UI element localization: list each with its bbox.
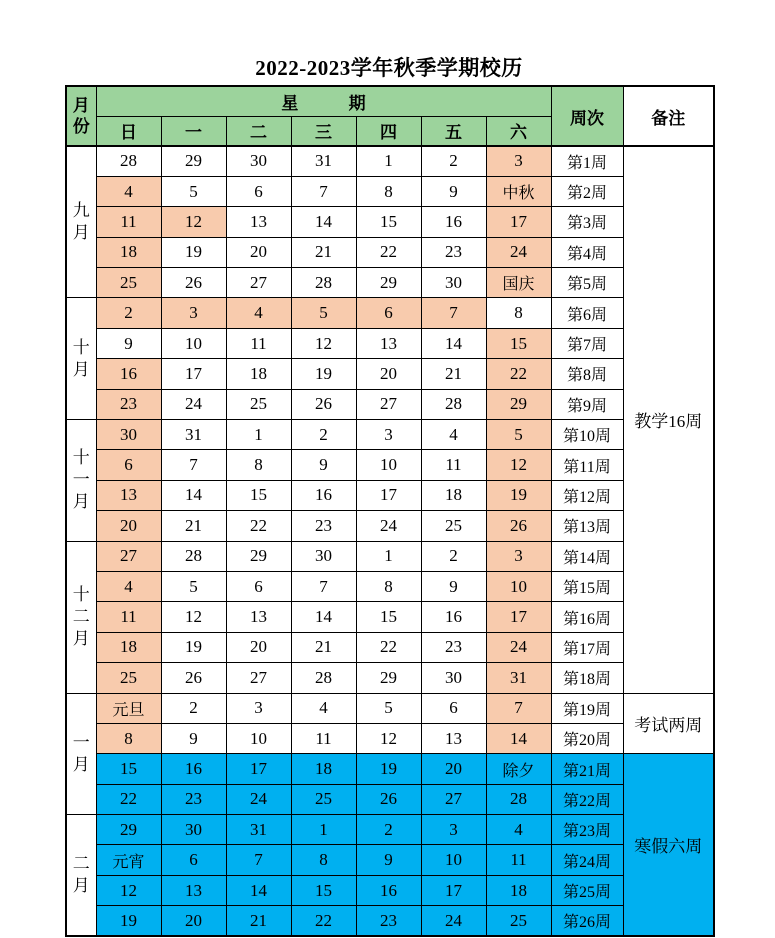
- date-cell: 16: [356, 875, 421, 905]
- date-cell: 18: [486, 875, 551, 905]
- date-cell: 3: [421, 815, 486, 845]
- day-header-tue: 二: [226, 116, 291, 146]
- date-cell: 26: [291, 389, 356, 419]
- date-cell: 25: [96, 268, 161, 298]
- date-cell: 13: [226, 207, 291, 237]
- date-cell: 29: [356, 268, 421, 298]
- date-cell: 7: [161, 450, 226, 480]
- date-cell: 20: [226, 632, 291, 662]
- week-row: [66, 754, 714, 784]
- week-number-cell: 第12周: [551, 480, 623, 510]
- day-header-sat: 六: [486, 116, 551, 146]
- date-cell: 21: [226, 906, 291, 936]
- date-cell: 17: [421, 875, 486, 905]
- date-cell: 30: [421, 663, 486, 693]
- date-cell: 17: [226, 754, 291, 784]
- date-cell: 16: [291, 480, 356, 510]
- week-number-cell: 第10周: [551, 420, 623, 450]
- date-cell: 4: [421, 420, 486, 450]
- date-cell: 16: [161, 754, 226, 784]
- date-cell: 25: [486, 906, 551, 936]
- date-cell: 12: [291, 328, 356, 358]
- date-cell: 4: [226, 298, 291, 328]
- date-cell: 19: [486, 480, 551, 510]
- date-cell: 28: [96, 146, 161, 176]
- date-cell: 21: [161, 511, 226, 541]
- week-number-cell: 第7周: [551, 328, 623, 358]
- date-cell: 16: [421, 602, 486, 632]
- date-cell: 10: [356, 450, 421, 480]
- date-cell: 22: [96, 784, 161, 814]
- date-cell: 15: [486, 328, 551, 358]
- holiday-cell: 除夕: [486, 754, 551, 784]
- date-cell: 15: [356, 602, 421, 632]
- week-number-cell: 第16周: [551, 602, 623, 632]
- date-cell: 18: [96, 237, 161, 267]
- remark-cell: 考试两周: [623, 693, 714, 754]
- week-number-cell: 第11周: [551, 450, 623, 480]
- holiday-cell: 元旦: [96, 693, 161, 723]
- month-header-char-1: 月: [72, 95, 90, 115]
- week-row: [66, 511, 714, 541]
- week-row: [66, 146, 714, 176]
- date-cell: 6: [161, 845, 226, 875]
- date-cell: 6: [226, 176, 291, 206]
- date-cell: 5: [161, 571, 226, 601]
- date-cell: 26: [161, 663, 226, 693]
- week-row: [66, 663, 714, 693]
- date-cell: 12: [161, 602, 226, 632]
- day-header-fri: 五: [421, 116, 486, 146]
- month-header-char-2: 份: [72, 117, 90, 136]
- date-cell: 26: [486, 511, 551, 541]
- remark-cell: 教学16周: [623, 146, 714, 693]
- week-row: [66, 176, 714, 206]
- date-cell: 2: [421, 146, 486, 176]
- date-cell: 29: [486, 389, 551, 419]
- month-label: 一 月: [66, 693, 96, 815]
- day-header-sun: 日: [96, 116, 161, 146]
- date-cell: 26: [161, 268, 226, 298]
- date-cell: 14: [421, 328, 486, 358]
- date-cell: 19: [356, 754, 421, 784]
- date-cell: 13: [356, 328, 421, 358]
- date-cell: 11: [96, 602, 161, 632]
- date-cell: 3: [486, 541, 551, 571]
- date-cell: 7: [291, 176, 356, 206]
- week-number-cell: 第25周: [551, 875, 623, 905]
- week-number-cell: 第8周: [551, 359, 623, 389]
- week-row: [66, 815, 714, 845]
- date-cell: 13: [161, 875, 226, 905]
- holiday-cell: 元宵: [96, 845, 161, 875]
- date-cell: 12: [161, 207, 226, 237]
- date-cell: 3: [226, 693, 291, 723]
- date-cell: 1: [226, 420, 291, 450]
- date-cell: 5: [356, 693, 421, 723]
- week-number-cell: 第20周: [551, 723, 623, 753]
- date-cell: 13: [96, 480, 161, 510]
- date-cell: 9: [96, 328, 161, 358]
- date-cell: 2: [291, 420, 356, 450]
- date-cell: 9: [161, 723, 226, 753]
- date-cell: 25: [96, 663, 161, 693]
- date-cell: 7: [226, 845, 291, 875]
- week-number-cell: 第6周: [551, 298, 623, 328]
- date-cell: 11: [226, 328, 291, 358]
- date-cell: 17: [486, 207, 551, 237]
- holiday-cell: 国庆: [486, 268, 551, 298]
- date-cell: 29: [96, 815, 161, 845]
- date-cell: 30: [291, 541, 356, 571]
- date-cell: 7: [291, 571, 356, 601]
- month-label: 九 月: [66, 146, 96, 298]
- day-header-mon: 一: [161, 116, 226, 146]
- date-cell: 18: [96, 632, 161, 662]
- date-cell: 20: [161, 906, 226, 936]
- date-cell: 28: [291, 268, 356, 298]
- week-number-cell: 第14周: [551, 541, 623, 571]
- date-cell: 23: [291, 511, 356, 541]
- date-cell: 4: [96, 571, 161, 601]
- date-cell: 17: [486, 602, 551, 632]
- date-cell: 16: [421, 207, 486, 237]
- date-cell: 29: [226, 541, 291, 571]
- date-cell: 10: [486, 571, 551, 601]
- date-cell: 10: [421, 845, 486, 875]
- date-cell: 3: [486, 146, 551, 176]
- date-cell: 11: [96, 207, 161, 237]
- date-cell: 21: [291, 632, 356, 662]
- date-cell: 20: [226, 237, 291, 267]
- date-cell: 25: [226, 389, 291, 419]
- week-header-char-2: 期: [348, 93, 366, 113]
- date-cell: 2: [96, 298, 161, 328]
- date-cell: 8: [356, 571, 421, 601]
- week-row: [66, 298, 714, 328]
- page-title: 2022-2023学年秋季学期校历: [255, 56, 523, 80]
- date-cell: 29: [356, 663, 421, 693]
- date-cell: 1: [356, 541, 421, 571]
- date-cell: 15: [356, 207, 421, 237]
- date-cell: 28: [291, 663, 356, 693]
- table-header: [66, 86, 714, 146]
- week-row: [66, 541, 714, 571]
- date-cell: 1: [291, 815, 356, 845]
- date-cell: 6: [226, 571, 291, 601]
- date-cell: 9: [356, 845, 421, 875]
- date-cell: 6: [421, 693, 486, 723]
- date-cell: 8: [96, 723, 161, 753]
- date-cell: 6: [96, 450, 161, 480]
- date-cell: 28: [421, 389, 486, 419]
- date-cell: 15: [96, 754, 161, 784]
- date-cell: 24: [486, 632, 551, 662]
- date-cell: 31: [486, 663, 551, 693]
- week-row: [66, 268, 714, 298]
- week-row: [66, 632, 714, 662]
- date-cell: 10: [226, 723, 291, 753]
- week-row: [66, 420, 714, 450]
- weekday-group-header: [96, 86, 551, 116]
- date-cell: 31: [291, 146, 356, 176]
- date-cell: 12: [356, 723, 421, 753]
- week-number-cell: 第4周: [551, 237, 623, 267]
- week-row: [66, 450, 714, 480]
- date-cell: 24: [486, 237, 551, 267]
- date-cell: 13: [421, 723, 486, 753]
- week-row: [66, 237, 714, 267]
- date-cell: 14: [226, 875, 291, 905]
- date-cell: 29: [161, 146, 226, 176]
- date-cell: 23: [421, 632, 486, 662]
- calendar-body: [66, 146, 714, 936]
- date-cell: 28: [161, 541, 226, 571]
- week-row: [66, 845, 714, 875]
- date-cell: 23: [356, 906, 421, 936]
- date-cell: 15: [226, 480, 291, 510]
- date-cell: 30: [161, 815, 226, 845]
- week-row: [66, 875, 714, 905]
- month-header: [66, 86, 96, 146]
- date-cell: 24: [421, 906, 486, 936]
- date-cell: 28: [486, 784, 551, 814]
- date-cell: 23: [421, 237, 486, 267]
- date-cell: 11: [486, 845, 551, 875]
- date-cell: 24: [356, 511, 421, 541]
- week-number-cell: 第3周: [551, 207, 623, 237]
- date-cell: 15: [291, 875, 356, 905]
- date-cell: 30: [421, 268, 486, 298]
- week-row: [66, 723, 714, 753]
- date-cell: 6: [356, 298, 421, 328]
- holiday-cell: 中秋: [486, 176, 551, 206]
- date-cell: 3: [161, 298, 226, 328]
- date-cell: 22: [356, 237, 421, 267]
- date-cell: 16: [96, 359, 161, 389]
- date-cell: 8: [486, 298, 551, 328]
- date-cell: 30: [226, 146, 291, 176]
- week-number-cell: 第26周: [551, 906, 623, 936]
- date-cell: 26: [356, 784, 421, 814]
- date-cell: 25: [291, 784, 356, 814]
- week-number-cell: 第15周: [551, 571, 623, 601]
- date-cell: 30: [96, 420, 161, 450]
- date-cell: 18: [291, 754, 356, 784]
- week-row: [66, 693, 714, 723]
- date-cell: 8: [226, 450, 291, 480]
- date-cell: 2: [421, 541, 486, 571]
- weekno-header: 周次: [551, 86, 623, 146]
- date-cell: 23: [161, 784, 226, 814]
- month-label: 二 月: [66, 815, 96, 937]
- date-cell: 8: [291, 845, 356, 875]
- date-cell: 12: [96, 875, 161, 905]
- date-cell: 27: [226, 663, 291, 693]
- week-row: [66, 602, 714, 632]
- month-label: 十 二 月: [66, 541, 96, 693]
- week-number-cell: 第21周: [551, 754, 623, 784]
- date-cell: 2: [356, 815, 421, 845]
- date-cell: 31: [161, 420, 226, 450]
- week-number-cell: 第18周: [551, 663, 623, 693]
- date-cell: 20: [356, 359, 421, 389]
- date-cell: 22: [486, 359, 551, 389]
- date-cell: 3: [356, 420, 421, 450]
- date-cell: 17: [161, 359, 226, 389]
- date-cell: 22: [291, 906, 356, 936]
- date-cell: 2: [161, 693, 226, 723]
- week-number-cell: 第17周: [551, 632, 623, 662]
- date-cell: 20: [421, 754, 486, 784]
- date-cell: 19: [96, 906, 161, 936]
- date-cell: 4: [291, 693, 356, 723]
- date-cell: 11: [421, 450, 486, 480]
- date-cell: 9: [291, 450, 356, 480]
- date-cell: 18: [421, 480, 486, 510]
- week-row: [66, 359, 714, 389]
- date-cell: 27: [226, 268, 291, 298]
- date-cell: 24: [226, 784, 291, 814]
- date-cell: 7: [486, 693, 551, 723]
- date-cell: 27: [96, 541, 161, 571]
- date-cell: 21: [421, 359, 486, 389]
- date-cell: 5: [486, 420, 551, 450]
- date-cell: 8: [356, 176, 421, 206]
- week-row: [66, 207, 714, 237]
- week-number-cell: 第2周: [551, 176, 623, 206]
- date-cell: 22: [356, 632, 421, 662]
- date-cell: 4: [96, 176, 161, 206]
- remark-cell: 寒假六周: [623, 754, 714, 936]
- date-cell: 22: [226, 511, 291, 541]
- date-cell: 27: [421, 784, 486, 814]
- date-cell: 18: [226, 359, 291, 389]
- week-row: [66, 906, 714, 936]
- date-cell: 27: [356, 389, 421, 419]
- calendar-table: [65, 85, 715, 937]
- date-cell: 7: [421, 298, 486, 328]
- date-cell: 5: [161, 176, 226, 206]
- date-cell: 24: [161, 389, 226, 419]
- week-number-cell: 第9周: [551, 389, 623, 419]
- date-cell: 5: [291, 298, 356, 328]
- date-cell: 23: [96, 389, 161, 419]
- date-cell: 31: [226, 815, 291, 845]
- week-number-cell: 第19周: [551, 693, 623, 723]
- week-number-cell: 第13周: [551, 511, 623, 541]
- day-header-wed: 三: [291, 116, 356, 146]
- date-cell: 4: [486, 815, 551, 845]
- month-label: 十 月: [66, 298, 96, 420]
- date-cell: 19: [161, 237, 226, 267]
- date-cell: 20: [96, 511, 161, 541]
- week-row: [66, 389, 714, 419]
- week-number-cell: 第1周: [551, 146, 623, 176]
- date-cell: 17: [356, 480, 421, 510]
- week-number-cell: 第5周: [551, 268, 623, 298]
- date-cell: 14: [486, 723, 551, 753]
- month-label: 十 一 月: [66, 420, 96, 542]
- date-cell: 13: [226, 602, 291, 632]
- date-cell: 14: [161, 480, 226, 510]
- date-cell: 14: [291, 207, 356, 237]
- week-row: [66, 784, 714, 814]
- date-cell: 19: [161, 632, 226, 662]
- week-row: [66, 571, 714, 601]
- day-header-thu: 四: [356, 116, 421, 146]
- week-header-char-1: 星: [281, 93, 299, 113]
- remark-header: 备注: [623, 86, 714, 146]
- date-cell: 12: [486, 450, 551, 480]
- week-number-cell: 第22周: [551, 784, 623, 814]
- week-row: [66, 328, 714, 358]
- date-cell: 10: [161, 328, 226, 358]
- week-number-cell: 第23周: [551, 815, 623, 845]
- week-row: [66, 480, 714, 510]
- date-cell: 9: [421, 176, 486, 206]
- date-cell: 25: [421, 511, 486, 541]
- week-number-cell: 第24周: [551, 845, 623, 875]
- date-cell: 1: [356, 146, 421, 176]
- date-cell: 14: [291, 602, 356, 632]
- date-cell: 21: [291, 237, 356, 267]
- date-cell: 9: [421, 571, 486, 601]
- date-cell: 19: [291, 359, 356, 389]
- date-cell: 11: [291, 723, 356, 753]
